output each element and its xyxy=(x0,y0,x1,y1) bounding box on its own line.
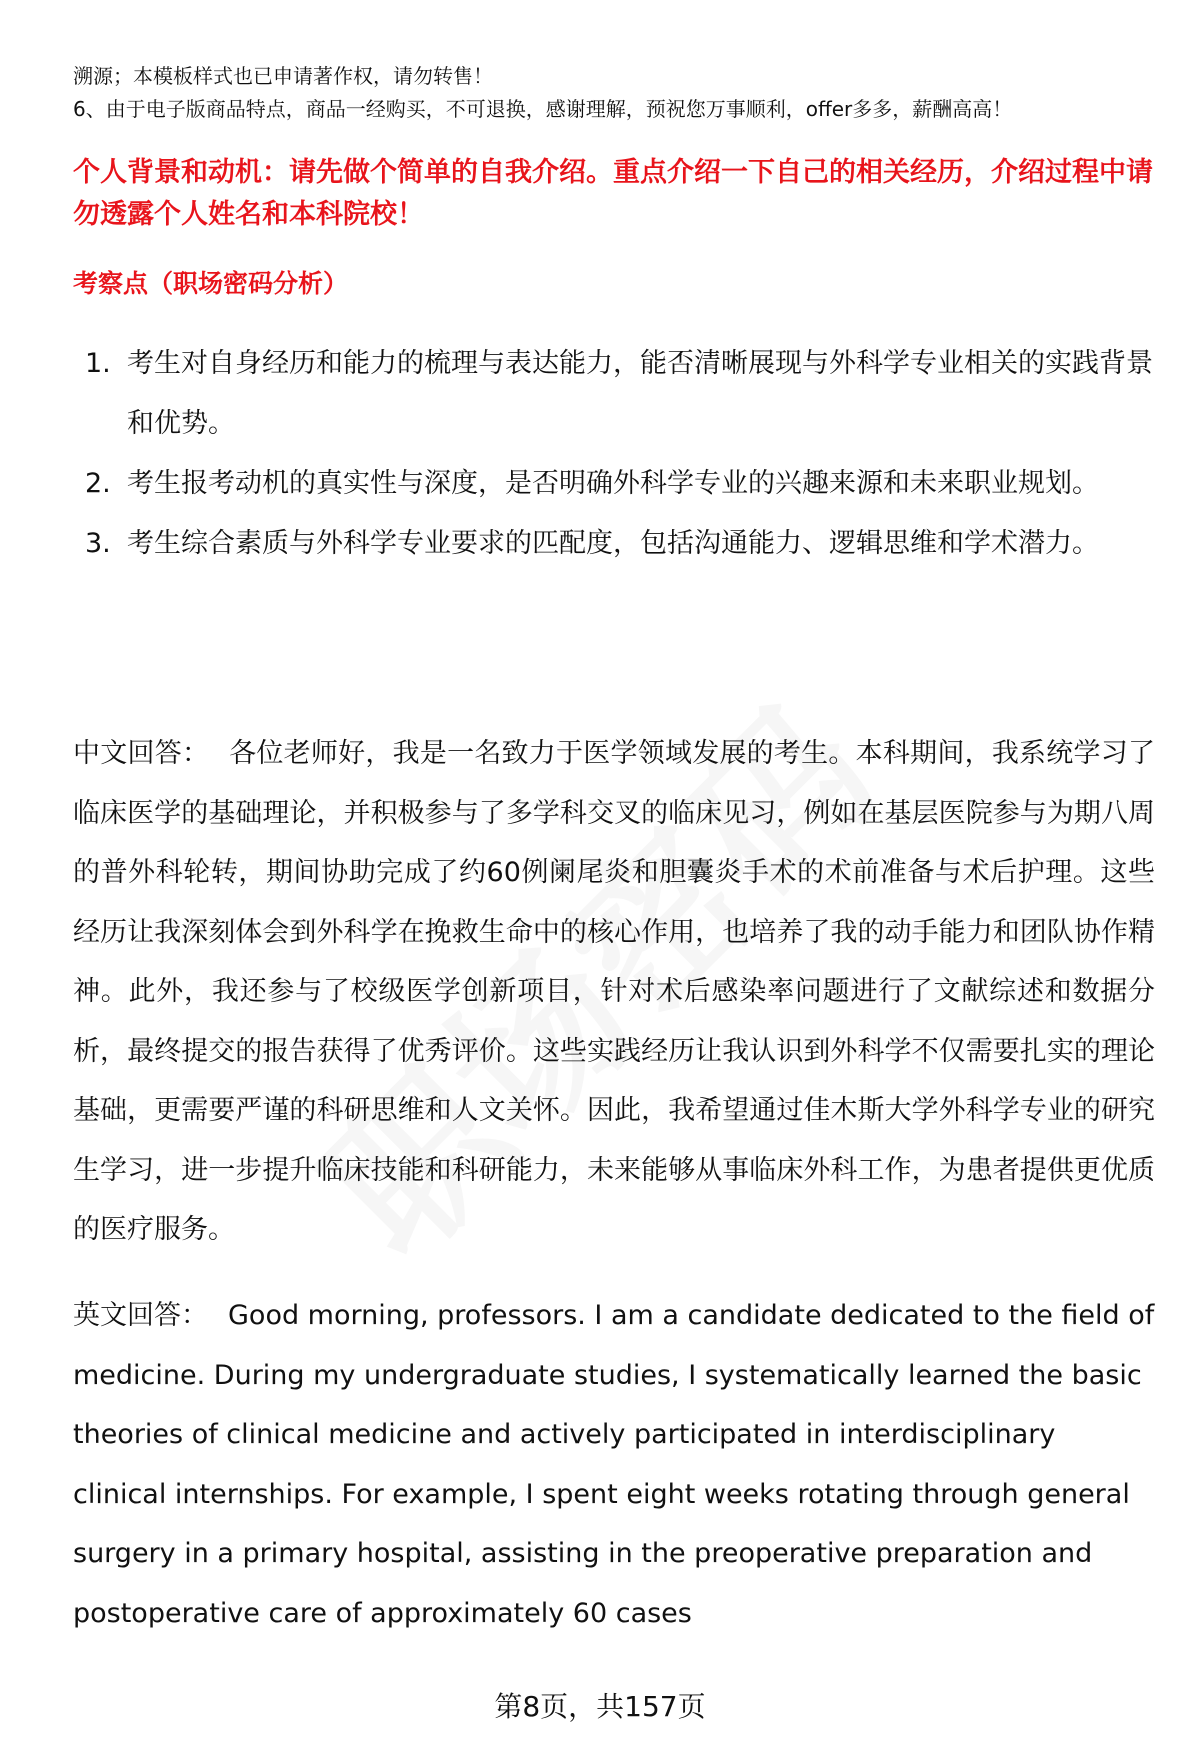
question-heading: 个人背景和动机：请先做个简单的自我介绍。重点介绍一下自己的相关经历，介绍过程中请勿透露个人姓名和本科院校！ xyxy=(73,157,1153,230)
english-answer-label: 英文回答： xyxy=(73,1300,208,1331)
notice xyxy=(73,60,1155,126)
list-number: 1. xyxy=(85,348,111,379)
page-number: 第8页，共157页 xyxy=(494,1690,706,1723)
list-number: 2. xyxy=(85,468,111,499)
list-number: 3. xyxy=(85,528,111,559)
english-answer-text: Good morning, professors. I am a candidate dedicated to the field of medicine. During my undergraduate studies, I systematically learned the basic theories of clinical medicine and actively participated in interdisciplinary clinical internships. For example, I spent eight weeks rotating through general surgery in a primary hospital, assisting in the preoperative preparation and postoperative care of approximately 60 cases xyxy=(73,1300,1155,1629)
chinese-answer-label: 中文回答： xyxy=(73,738,210,769)
chinese-answer-text: 各位老师好，我是一名致力于医学领域发展的考生。本科期间，我系统学习了临床医学的基础理论，并积极参与了多学科交叉的临床见习，例如在基层医院参与为期八周的普外科轮转，期间协助完成了约60例阑尾炎和胆囊炎手术的术前准备与术后护理。这些经历让我深刻体会到外科学在挽救生命中的核心作用，也培养了我的动手能力和团队协作精神。此外，我还参与了校级医学创新项目，针对术后感染率问题进行了文献综述和数据分析，最终提交的报告获得了优秀评价。这些实践经历让我认识到外科学不仅需要扎实的理论基础，更需要严谨的科研思维和人文关怀。因此，我希望通过佳木斯大学外科学专业的研究生学习，进一步提升临床技能和科研能力，未来能够从事临床外科工作，为患者提供更优质的医疗服务。 xyxy=(73,738,1156,1245)
chinese-answer xyxy=(73,724,1155,1260)
english-answer xyxy=(73,1286,1155,1643)
focus-point-text: 考生对自身经历和能力的梳理与表达能力，能否清晰展现与外科学专业相关的实践背景和优势。 xyxy=(127,348,1153,439)
focus-points-list xyxy=(73,334,1155,574)
focus-title: 考察点（职场密码分析） xyxy=(73,269,349,298)
focus-point xyxy=(73,334,1155,454)
focus-point xyxy=(73,514,1155,574)
notice-line-2: 6、由于电子版商品特点，商品一经购买，不可退换，感谢理解，预祝您万事顺利，offer多多，薪酬高高！ xyxy=(73,97,1013,121)
focus-point-text: 考生综合素质与外科学专业要求的匹配度，包括沟通能力、逻辑思维和学术潜力。 xyxy=(127,528,1099,559)
notice-line-1: 溯源；本模板样式也已申请著作权，请勿转售！ xyxy=(73,64,493,88)
focus-point-text: 考生报考动机的真实性与深度，是否明确外科学专业的兴趣来源和未来职业规划。 xyxy=(127,468,1099,499)
focus-point xyxy=(73,454,1155,514)
